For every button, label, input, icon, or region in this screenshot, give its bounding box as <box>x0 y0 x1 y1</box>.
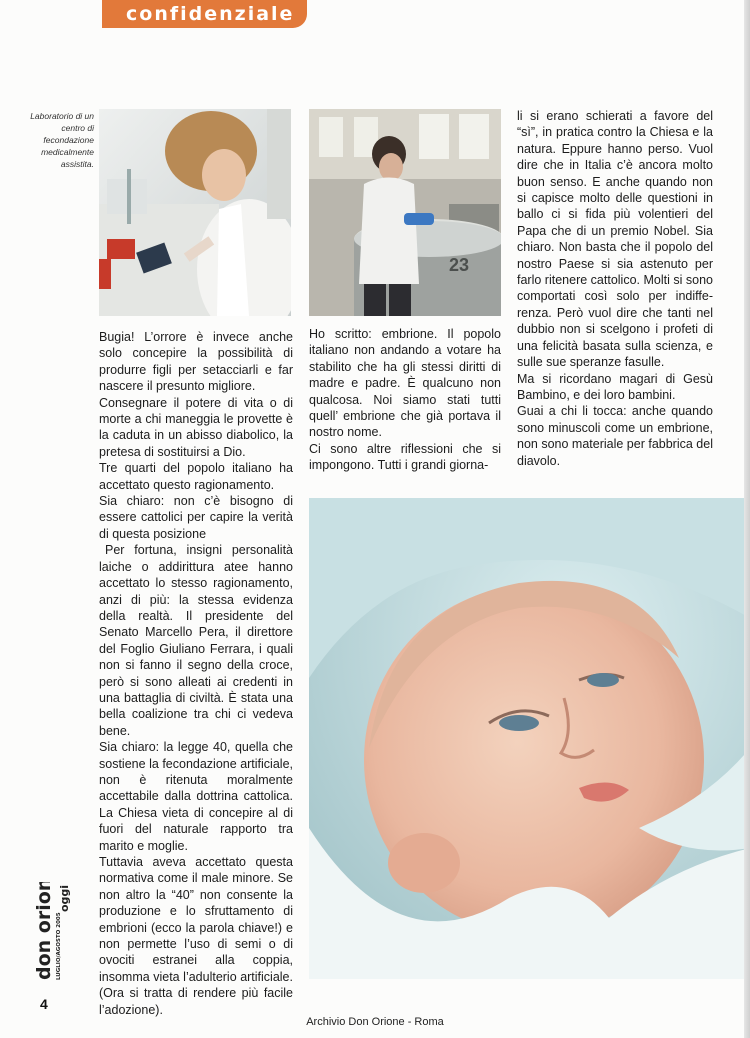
lab-woman-illustration <box>99 109 291 316</box>
page-edge <box>744 0 750 1038</box>
masthead-issue: LUGLIO/AGOSTO 2005 <box>56 912 62 980</box>
article-column-2 <box>309 326 501 474</box>
paragraph: Guai a chi li tocca: anche quando sono minuscoli come un embrione, non sono materiale per fabbrica del diavolo. <box>517 404 713 468</box>
article-column-1 <box>99 329 293 1018</box>
paragraph: Bugia! L’orrore è invece anche solo concepire la possibilità di produrre figli per setacciarli e far nascere il presunto migliore. <box>99 330 293 394</box>
masthead-title: don orione <box>33 882 55 980</box>
paragraph: Per fortuna, insigni personalità laiche o addirittura atee hanno accettato lo stesso ragionamento, anzi di più: la stessa evidenza della realtà. Il presidente del Senato Marcello Pera, il direttore del Foglio Giuliano Ferrara, i quali non si fanno il segno della croce, però si sono alleati ai credenti in una battaglia di civiltà. È stata una bella coalizione tra chi ci vedeva bene. <box>99 543 293 738</box>
archive-footer: Archivio Don Orione - Roma <box>306 1016 444 1028</box>
paragraph: Sia chiaro: la legge 40, quella che sostiene la fecondazione artificiale, non è ritenuta moralmente accettabile dalla dottrina cattolica. La Chiesa vieta di concepire al di fuori del naturale rapporto tra marito e moglie. <box>99 740 293 853</box>
masthead-logo <box>22 882 72 982</box>
page-number: 4 <box>40 996 48 1012</box>
lab-man-illustration <box>309 109 501 316</box>
section-tab: confidenziale <box>102 0 307 28</box>
photo-caption: Laboratorio di un centro di fecondazione medicalmente assistita. <box>30 111 94 169</box>
lab-man-photo <box>309 109 501 316</box>
magazine-masthead <box>22 882 72 982</box>
baby-illustration <box>309 498 750 979</box>
lab-woman-photo <box>99 109 291 316</box>
paragraph: li si erano schierati a favore del “sì”, in pratica contro la Chiesa e la natura. Eppure hanno perso. Vuol dire che in Italia c’è ancora molto buon senso. E anche quando non si capisce molto delle questioni in ballo ci si fida più volentieri del Papa che di un premio Nobel. Sia chiaro. Non basta che il popolo del nostro Paese si sia astenuto per farlo ritenere cattolico. Molti si sono comportati così solo per indifferenza. Però vuol dire che tanti nel dubbio non si scelgono i profeti di una felicità basata sulla scienza, e sulle sue speranze fasulle. <box>517 109 713 370</box>
paragraph: Ma si ricordano magari di Gesù Bambino, e dei loro bambini. <box>517 371 713 402</box>
paragraph: Tuttavia aveva accettato questa normativa come il male minore. Se non altro la “40” non consente la produzione e lo sfruttamento di embrioni (ecco la parola chiave!) e non permette l’uso di semi o di ovociti estranei alla coppia, insomma vieta l’adulterio artificiale. (Ora si tratta di rendere più facile l’adozione). <box>99 855 293 1017</box>
paragraph: Ho scritto: embrione. Il popolo italiano non andando a votare ha stabilito che ha gli stessi diritti di madre e padre. È qualcuno non qualcosa. Noi siamo stati tutti quell’ embrione che già portava il nostro nome. <box>309 327 501 440</box>
article-column-3 <box>517 108 713 469</box>
paragraph: Tre quarti del popolo italiano ha accettato questo ragionamento. <box>99 461 293 492</box>
paragraph: Ci sono altre riflessioni che si impongono. Tutti i grandi giorna- <box>309 441 501 473</box>
paragraph: Consegnare il potere di vita o di morte a chi maneggia le provette è la caduta in un abisso diabolico, la pretesa di sostituirsi a Dio. <box>99 395 293 459</box>
tank-number: 23 <box>449 255 470 275</box>
masthead-oggi: oggi <box>58 884 71 912</box>
paragraph: Sia chiaro: non c’è bisogno di essere cattolici per capire la verità di questa posizione <box>99 494 293 541</box>
baby-photo <box>309 498 750 979</box>
